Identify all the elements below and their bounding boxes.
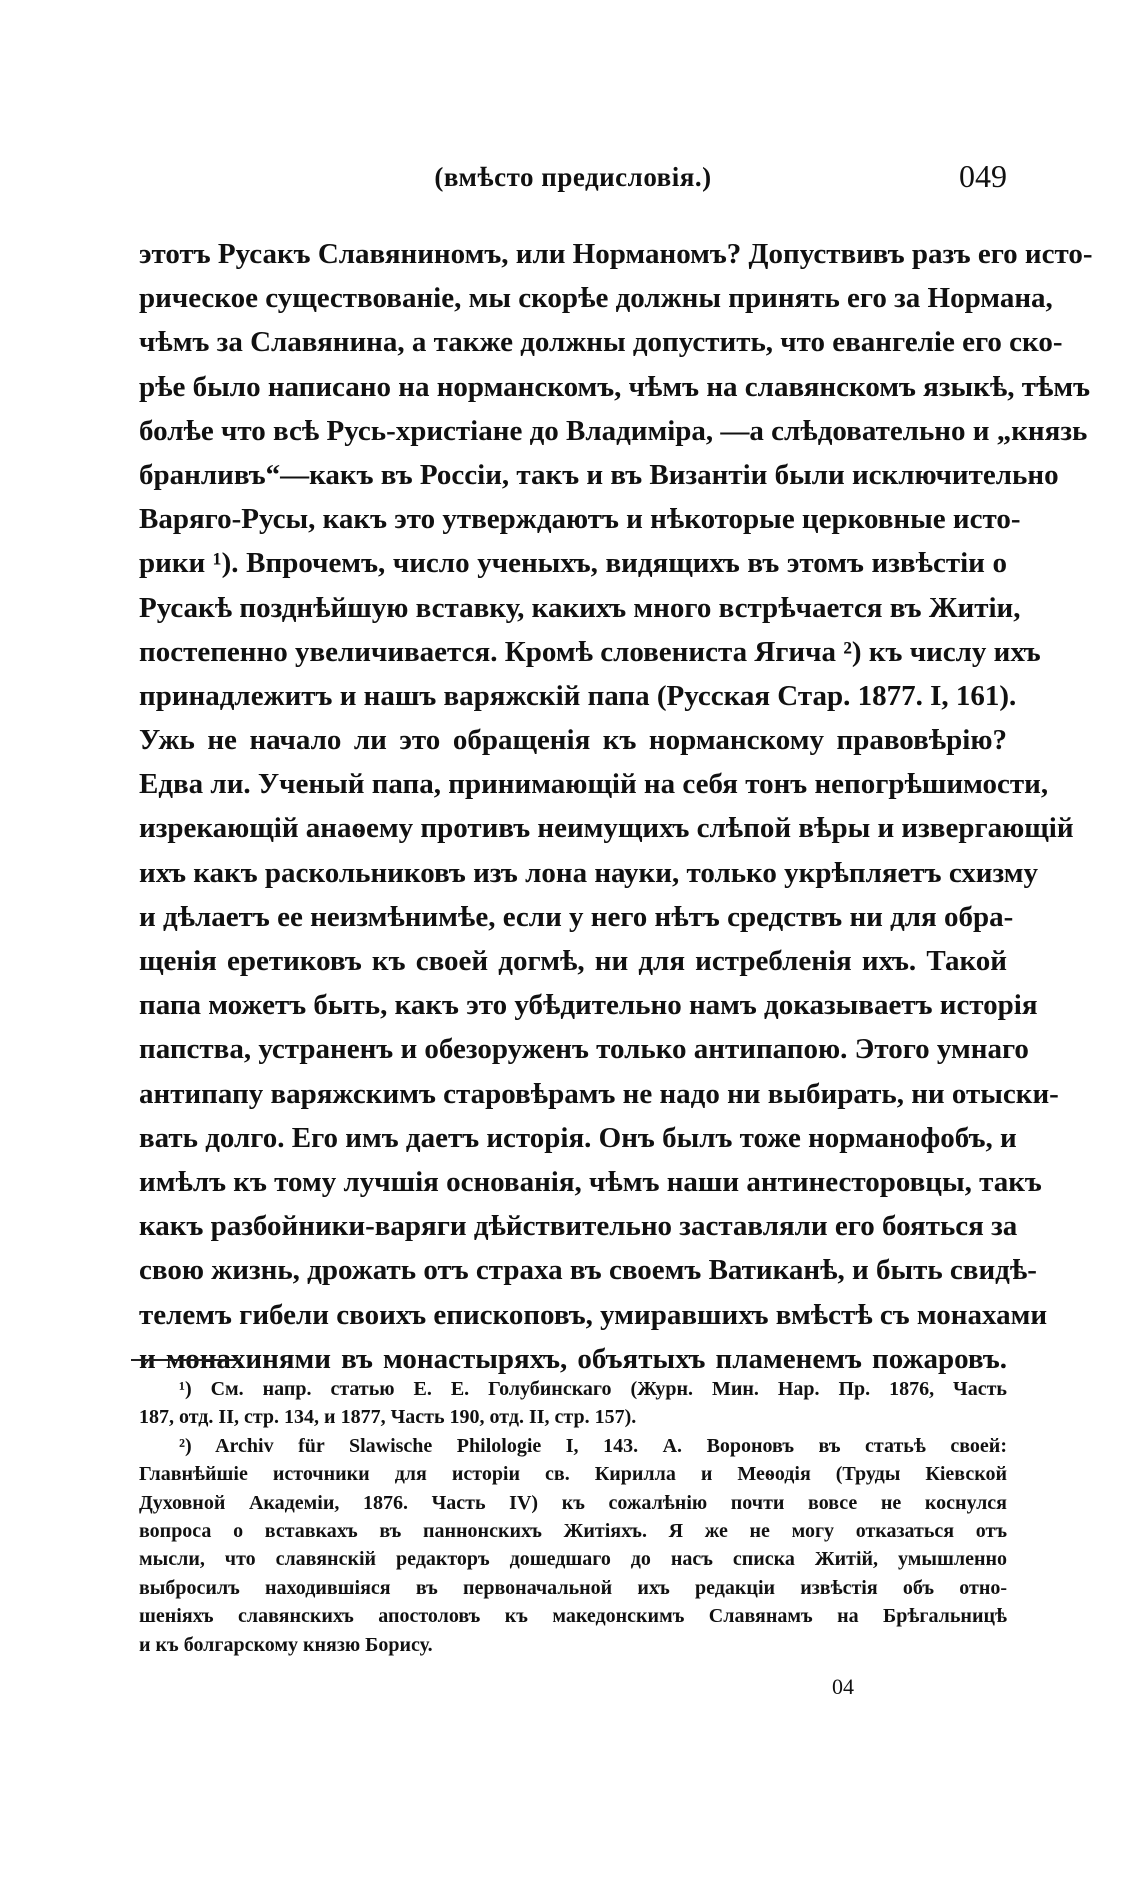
text-line: постепенно увеличивается. Кромѣ словениста Ягича ²) къ числу ихъ bbox=[139, 635, 1041, 668]
text-line: щенія еретиковъ къ своей догмѣ, ни для истребленія ихъ. Такой bbox=[139, 945, 1007, 977]
text-line: рѣе было написано на норманскомъ, чѣмъ на славянскомъ языкѣ, тѣмъ bbox=[139, 370, 1091, 403]
text-line: антипапу варяжскимъ старовѣрамъ не надо ни выбирать, ни отыски- bbox=[139, 1077, 1059, 1110]
text-line: Варяго-Русы, какъ это утверждаютъ и нѣкоторые церковные исто- bbox=[139, 503, 1021, 536]
text-line: рики ¹). Впрочемъ, число ученыхъ, видящихъ въ этомъ извѣстіи о bbox=[139, 547, 1007, 580]
text-line: ихъ какъ раскольниковъ изъ лона науки, только укрѣпляетъ схизму bbox=[139, 856, 1039, 889]
text-line: вать долго. Его имъ даетъ исторія. Онъ былъ тоже норманофобъ, и bbox=[139, 1121, 1017, 1154]
text-line: болѣе что всѣ Русь-христіане до Владиміра, —а слѣдовательно и „князь bbox=[139, 414, 1088, 447]
text-line: свою жизнь, дрожать отъ страха въ своемъ Ватиканѣ, и быть свидѣ- bbox=[139, 1254, 1037, 1287]
footnote-line: Духовной Академіи, 1876. Часть IV) къ сожалѣнію почти вовсе не коснулся bbox=[139, 1491, 1007, 1514]
footnotes bbox=[139, 1375, 1007, 1659]
footnote-line: вопроса о вставкахъ въ паннонскихъ Житіяхъ. Я же не могу отказаться отъ bbox=[139, 1519, 1007, 1542]
text-line: бранливъ“—какъ въ Россіи, такъ и въ Византіи были исключительно bbox=[139, 458, 1059, 491]
text-line: папа можетъ быть, какъ это убѣдительно намъ доказываетъ исторія bbox=[139, 989, 1038, 1022]
footnote-line: и къ болгарскому князю Борису. bbox=[139, 1633, 433, 1656]
text-line: имѣлъ къ тому лучшія основанія, чѣмъ наши антинесторовцы, такъ bbox=[139, 1165, 1042, 1198]
text-line: какъ разбойники-варяги дѣйствительно заставляли его бояться за bbox=[139, 1210, 1018, 1243]
running-header bbox=[139, 158, 1007, 206]
footnote-line: выбросилъ находившіяся въ первоначальной ихъ редакціи извѣстія объ отно- bbox=[139, 1576, 1007, 1599]
text-line: рическое существованіе, мы скорѣе должны принять его за Нормана, bbox=[139, 282, 1053, 315]
footnote-line: ¹) См. напр. статью Е. Е. Голубинскаго (Журн. Мин. Нар. Пр. 1876, Часть bbox=[179, 1378, 1007, 1400]
text-line: этотъ Русакъ Славяниномъ, или Норманомъ? Допуствивъ разъ его исто- bbox=[139, 238, 1093, 270]
text-line: и дѣлаетъ ее неизмѣнимѣе, если у него нѣтъ средствъ ни для обра- bbox=[139, 900, 1014, 933]
text-line: Русакѣ позднѣйшую вставку, какихъ много встрѣчается въ Житіи, bbox=[139, 591, 1021, 624]
footnote-divider bbox=[131, 1359, 241, 1361]
footnote-line: ²) Archiv für Slawische Philologie I, 143. А. Вороновъ въ статьѣ своей: bbox=[179, 1434, 1007, 1457]
footnote-line: шеніяхъ славянскихъ апостоловъ къ македонскимъ Славянамъ на Брѣгальницѣ bbox=[139, 1605, 1007, 1628]
footnote-line: мысли, что славянскій редакторъ дошедшаго до насъ списка Житій, умышленно bbox=[139, 1548, 1007, 1571]
page-number: 049 bbox=[959, 158, 1007, 194]
footnote-line: Главнѣйшіе источники для исторіи св. Кирилла и Меѳодія (Труды Кіевской bbox=[139, 1463, 1007, 1486]
text-line: принадлежитъ и нашъ варяжскій папа (Русская Стар. 1877. I, 161). bbox=[139, 679, 1017, 712]
running-title: (вмѣсто предисловія.) bbox=[434, 162, 712, 192]
text-line: изрекающій анаѳему противъ неимущихъ слѣпой вѣры и извергающій bbox=[139, 812, 1074, 845]
text-line: Едва ли. Ученый папа, принимающій на себя тонъ непогрѣшимости, bbox=[139, 768, 1049, 801]
text-line: телемъ гибели своихъ епископовъ, умиравшихъ вмѣстѣ съ монахами bbox=[139, 1298, 1048, 1331]
text-line: чѣмъ за Славянина, а также должны допустить, что евангеліе его ско- bbox=[139, 326, 1063, 359]
footnote-line: 187, отд. II, стр. 134, и 1877, Часть 190, отд. II, стр. 157). bbox=[139, 1406, 637, 1429]
signature-mark: 04 bbox=[832, 1674, 854, 1699]
text-line: Ужь не начало ли это обращенія къ норманскому правовѣрію? bbox=[139, 724, 1007, 757]
body-text bbox=[139, 232, 1093, 1381]
text-line: и монахинями въ монастыряхъ, объятыхъ пламенемъ пожаровъ. bbox=[139, 1342, 1007, 1375]
text-line: папства, устраненъ и обезоруженъ только антипапою. Этого умнаго bbox=[139, 1033, 1029, 1066]
